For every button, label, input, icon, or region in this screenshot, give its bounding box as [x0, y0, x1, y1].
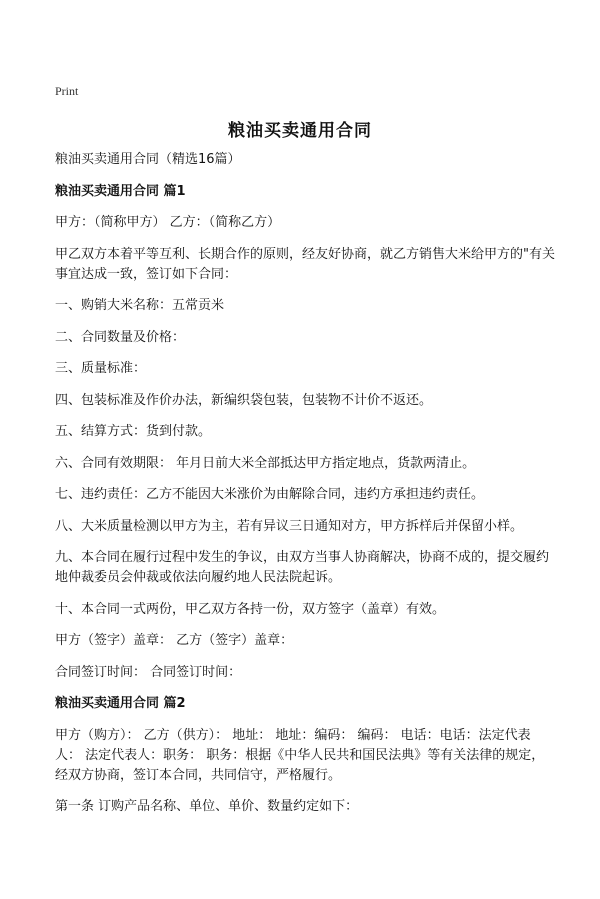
paragraph: 十、本合同一式两份，甲乙双方各持一份，双方签字（盖章）有效。 [55, 601, 446, 617]
paragraph: 一、购销大米名称：五常贡米 [55, 298, 225, 313]
paragraph: 甲方：（简称甲方） 乙方：（简称乙方） [55, 215, 281, 230]
paragraph: 甲方（购方）： 乙方（供方）： 地址： 地址：编码： 编码： 电话：电话：法定代表人： 法定代表人：职务： 职务：根据《中华人民共和国民法典》等有关法律的规定，经双方协商，签订本合同，共同信守，严格履行。 [55, 727, 545, 783]
paragraph: 六、合同有效期限： 年月日前大米全部抵达甲方指定地点，货款两清止。 [55, 455, 476, 471]
paragraph: 八、大米质量检测以甲方为主，若有异议三日通知对方，甲方拆样后并保留小样。 [55, 518, 524, 534]
paragraph: 九、本合同在履行过程中发生的争议，由双方当事人协商解决，协商不成的，提交履约地仲裁委员会仲裁或依法向履约地人民法院起诉。 [55, 550, 550, 585]
paragraph: 二、合同数量及价格： [55, 329, 186, 345]
section-heading: 粮油买卖通用合同 篇1 [55, 183, 186, 199]
document-body [55, 150, 555, 829]
paragraph: 甲乙双方本着平等互利、长期合作的原则，经友好协商，就乙方销售大米给甲方的"有关事宜达成一致，签订如下合同： [55, 246, 555, 282]
paragraph: 四、包装标准及作价办法，新编织袋包装，包装物不计价不返还。 [55, 392, 433, 408]
print-label: Print [55, 84, 79, 98]
paragraph: 七、违约责任：乙方不能因大米涨价为由解除合同，违约方承担违约责任。 [55, 487, 485, 502]
paragraph: 三、质量标准： [55, 361, 147, 376]
paragraph: 合同签订时间： 合同签订时间： [55, 664, 242, 680]
document-subtitle: 粮油买卖通用合同（精选16篇） [55, 152, 241, 167]
section-heading: 粮油买卖通用合同 篇2 [55, 696, 186, 711]
paragraph: 五、结算方式：货到付款。 [55, 424, 212, 439]
paragraph: 甲方（签字）盖章： 乙方（签字）盖章： [55, 633, 294, 648]
document-title: 粮油买卖通用合同 [228, 121, 372, 141]
paragraph: 第一条 订购产品名称、单位、单价、数量约定如下： [55, 799, 359, 814]
